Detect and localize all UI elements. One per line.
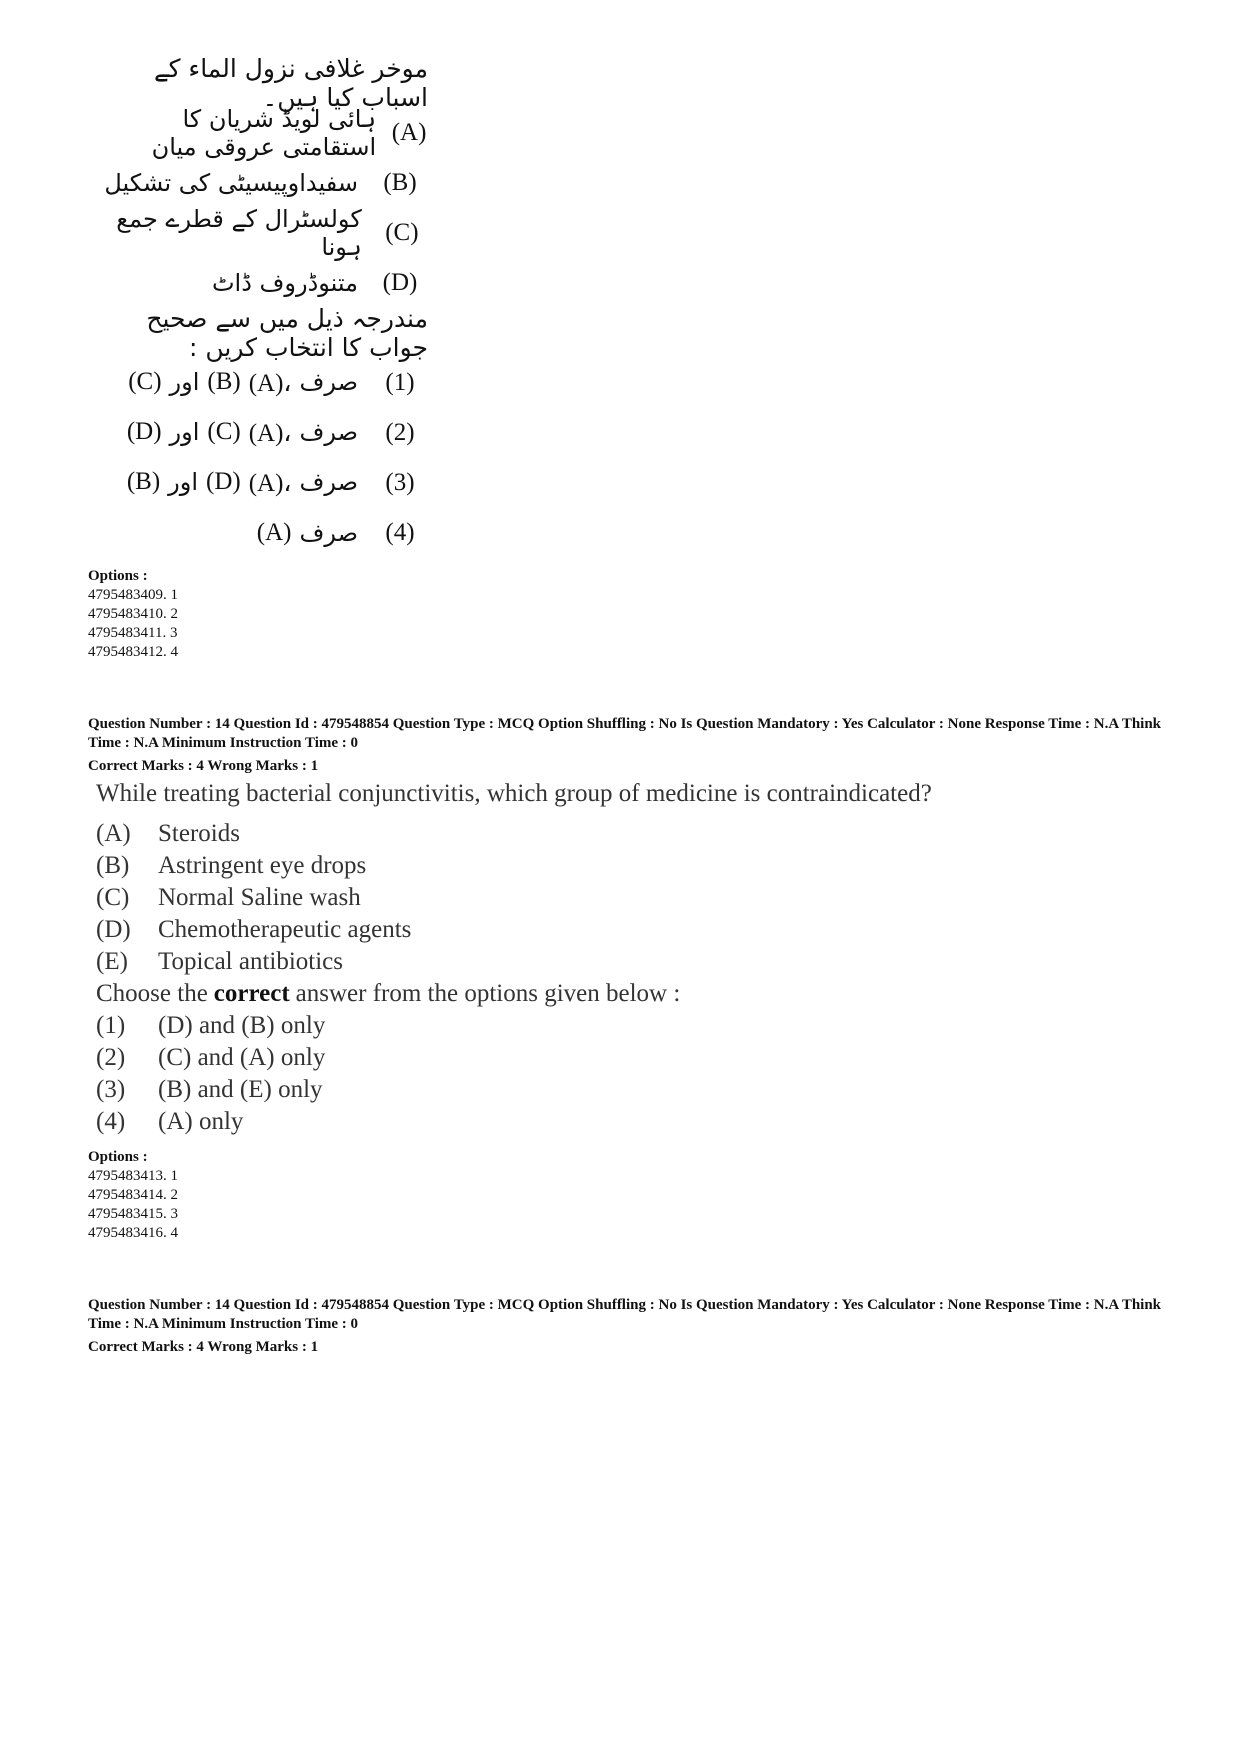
urdu-choice-4	[88, 508, 428, 558]
statement-text: Normal Saline wash	[158, 884, 361, 911]
choice-only-word: صرف	[299, 519, 358, 547]
urdu-choice-3	[88, 458, 428, 508]
choice-1	[96, 1010, 1156, 1042]
q14-options-block	[88, 1148, 178, 1243]
question-marks: Correct Marks : 4 Wrong Marks : 1	[88, 758, 319, 774]
option-id: 4795483410. 2	[88, 606, 178, 622]
statement-text: کولسٹرال کے قطرے جمع ہونا	[116, 205, 362, 261]
choice-label: (2)	[96, 1044, 126, 1071]
choice-text	[128, 368, 372, 398]
urdu-choice-1	[88, 358, 428, 408]
statement-b	[96, 850, 1156, 882]
statement-label: (D)	[382, 269, 418, 296]
instruction-pre: Choose the	[96, 980, 208, 1007]
choice-and-word: اور	[168, 468, 198, 496]
statement-text: Astringent eye drops	[158, 852, 367, 879]
urdu-question-block	[88, 54, 428, 558]
statement-text: ہائی لویڈ شریان کا استقامتی عروقی میان	[151, 105, 377, 161]
choice-part: (D)	[206, 468, 241, 495]
statement-text: متنوڈروف ڈاٹ	[211, 269, 358, 297]
choice-text: (B) and (E) only	[158, 1076, 323, 1103]
statement-c	[96, 882, 1156, 914]
statement-a	[96, 818, 1156, 850]
options-label: Options :	[88, 568, 148, 584]
choice-text: (A) only	[158, 1108, 244, 1135]
choice-label: (4)	[96, 1108, 126, 1135]
choice-text	[257, 519, 372, 547]
statement-label: (C)	[96, 884, 130, 911]
statement-label: (A)	[391, 119, 427, 146]
prev-options-block	[88, 567, 178, 662]
choice-part: (D)	[126, 418, 162, 445]
statement-e	[96, 946, 1156, 978]
choice-part: (A)،	[248, 370, 292, 397]
instruction-post: answer from the options given below :	[295, 980, 681, 1007]
question-meta-line: Question Number : 14 Question Id : 479548854 Question Type : MCQ Option Shuffling : No Is Question Mandatory : Yes Calculator : None Response Time : N.A Think Time : N.A Minimum Instruction Time : 0	[88, 716, 1162, 751]
q14-meta	[88, 715, 1168, 776]
statement-label: (D)	[96, 916, 131, 943]
choice-part: (B)	[207, 368, 241, 395]
choice-part: (A)	[256, 519, 292, 546]
choice-text	[127, 418, 372, 448]
statement-text: سفیداوپیسیٹی کی تشکیل	[104, 169, 358, 197]
choice-label: (3)	[385, 469, 415, 496]
option-id: 4795483414. 2	[88, 1187, 178, 1203]
option-id: 4795483411. 3	[88, 625, 178, 641]
urdu-statement-c	[88, 205, 428, 261]
choice-part: (B)	[126, 468, 161, 495]
urdu-question-heading: موخر غلافی نزول الماء کے اسباب کیا ہیں۔	[153, 54, 428, 112]
choice-label: (3)	[96, 1076, 126, 1103]
choice-label: (2)	[385, 419, 415, 446]
instruction-bold: correct	[213, 980, 290, 1007]
choice-4	[96, 1106, 1156, 1138]
options-label: Options :	[88, 1149, 148, 1165]
answer-instruction	[96, 978, 1156, 1010]
statement-text: Topical antibiotics	[158, 948, 344, 975]
choice-part: (A)،	[248, 420, 292, 447]
choice-2	[96, 1042, 1156, 1074]
urdu-statement-a	[88, 105, 428, 161]
question-meta-line: Question Number : 14 Question Id : 479548854 Question Type : MCQ Option Shuffling : No Is Question Mandatory : Yes Calculator : None Response Time : N.A Think Time : N.A Minimum Instruction Time : 0	[88, 1297, 1162, 1332]
choice-label: (1)	[96, 1012, 126, 1039]
urdu-statement-b	[88, 158, 428, 208]
choice-part: (C)	[207, 418, 241, 445]
choice-only-word: صرف	[299, 418, 358, 446]
urdu-instruction: مندرجہ ذیل میں سے صحیح جواب کا انتخاب کریں :	[146, 304, 428, 362]
statement-label: (E)	[96, 948, 128, 975]
q14-repeat-meta	[88, 1296, 1168, 1357]
option-id: 4795483415. 3	[88, 1206, 178, 1222]
option-id: 4795483412. 4	[88, 644, 178, 660]
urdu-choice-2	[88, 408, 428, 458]
statement-label: (B)	[96, 852, 130, 879]
question-text: While treating bacterial conjunctivitis, which group of medicine is contraindicated?	[96, 780, 932, 807]
choice-and-word: اور	[169, 418, 200, 446]
choice-only-word: صرف	[299, 468, 358, 496]
choice-only-word: صرف	[299, 368, 358, 396]
choice-part: (C)	[128, 368, 162, 395]
statement-label: (A)	[96, 820, 131, 847]
choice-text: (C) and (A) only	[158, 1044, 326, 1071]
choice-label: (4)	[385, 519, 415, 546]
statement-text: Steroids	[158, 820, 240, 847]
option-id: 4795483409. 1	[88, 587, 178, 603]
choice-3	[96, 1074, 1156, 1106]
option-id: 4795483416. 4	[88, 1225, 178, 1241]
option-id: 4795483413. 1	[88, 1168, 178, 1184]
choice-text	[127, 468, 372, 498]
statement-label: (B)	[383, 169, 417, 196]
statement-text: Chemotherapeutic agents	[158, 916, 412, 943]
statement-label: (C)	[385, 219, 419, 246]
q14-body	[96, 780, 1156, 1138]
urdu-statement-d	[88, 258, 428, 308]
choice-text: (D) and (B) only	[158, 1012, 326, 1039]
choice-part: (A)،	[248, 470, 292, 497]
statement-d	[96, 914, 1156, 946]
question-marks: Correct Marks : 4 Wrong Marks : 1	[88, 1339, 319, 1355]
choice-and-word: اور	[169, 368, 200, 396]
choice-label: (1)	[385, 369, 415, 396]
